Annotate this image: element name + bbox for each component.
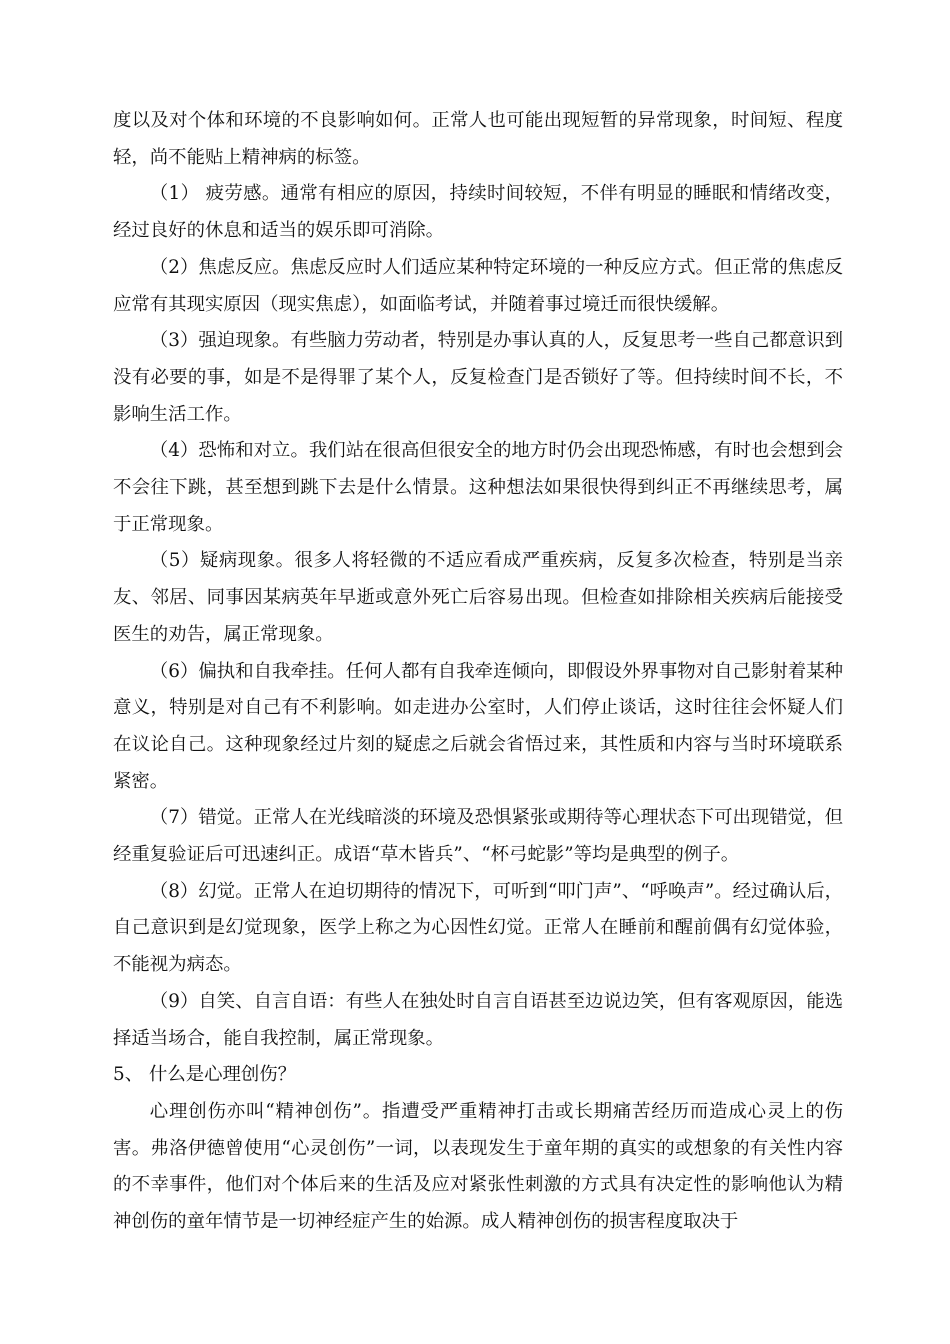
paragraph-item-5-hypochondria: （5）疑病现象。很多人将轻微的不适应看成严重疾病，反复多次检查，特别是当亲友、邻居、同事因某病英年早逝或意外死亡后容易出现。但检查如排除相关疾病后能接受医生的劝告，属正常现象。 — [113, 550, 843, 645]
paragraph-item-7-illusion: （7）错觉。正常人在光线暗淡的环境及恐惧紧张或期待等心理状态下可出现错觉，但经重复验证后可迅速纠正。成语“草木皆兵”、“杯弓蛇影”等均是典型的例子。 — [113, 807, 843, 866]
paragraph-intro-continuation: 度以及对个体和环境的不良影响如何。正常人也可能出现短暂的异常现象，时间短、程度轻，尚不能贴上精神病的标签。 — [113, 110, 843, 168]
paragraph-item-4-fear: （4）恐怖和对立。我们站在很高但很安全的地方时仍会出现恐怖感，有时也会想到会不会往下跳，甚至想到跳下去是什么情景。这种想法如果很快得到纠正不再继续思考，属于正常现象。 — [113, 440, 843, 535]
paragraph-item-1-fatigue: （1） 疲劳感。通常有相应的原因，持续时间较短，不伴有明显的睡眠和情绪改变，经过良好的休息和适当的娱乐即可消除。 — [113, 183, 843, 242]
paragraph-item-3-compulsion: （3）强迫现象。有些脑力劳动者，特别是办事认真的人，反复思考一些自己都意识到没有必要的事，如是不是得罪了某个人，反复检查门是否锁好了等。但持续时间不长，不影响生活工作。 — [113, 330, 843, 425]
paragraph-item-2-anxiety: （2）焦虑反应。焦虑反应时人们适应某种特定环境的一种反应方式。但正常的焦虑反应常有其现实原因（现实焦虑），如面临考试，并随着事过境迁而很快缓解。 — [113, 256, 843, 315]
paragraph-item-9-self-talk: （9）自笑、自言自语：有些人在独处时自言自语甚至边说边笑，但有客观原因，能选择适当场合，能自我控制，属正常现象。 — [113, 990, 843, 1049]
section-heading-5: 5、 什么是心理创伤？ — [113, 1064, 297, 1086]
paragraph-psychological-trauma: 心理创伤亦叫“精神创伤”。指遭受严重精神打击或长期痛苦经历而造成心灵上的伤害。弗洛伊德曾使用“心灵创伤”一词，以表现发生于童年期的真实的或想象的有关性内容的不幸事件，他们对个体后来的生活及应对紧张性刺激的方式具有决定性的影响他认为精神创伤的童年情节是一切神经症产生的始源。成人精神创伤的损害程度取决于 — [113, 1100, 843, 1233]
paragraph-item-6-paranoia: （6）偏执和自我牵挂。任何人都有自我牵连倾向，即假设外界事物对自己影射着某种意义，特别是对自己有不利影响。如走进办公室时，人们停止谈话，这时往往会怀疑人们在议论自己。这种现象经过片刻的疑虑之后就会省悟过来，其性质和内容与当时环境联系紧密。 — [113, 660, 843, 792]
document-body — [113, 103, 843, 1241]
paragraph-item-8-hallucination: （8）幻觉。正常人在迫切期待的情况下，可听到“叩门声”、“呼唤声”。经过确认后，自己意识到是幻觉现象，医学上称之为心因性幻觉。正常人在睡前和醒前偶有幻觉体验，不能视为病态。 — [113, 880, 843, 976]
